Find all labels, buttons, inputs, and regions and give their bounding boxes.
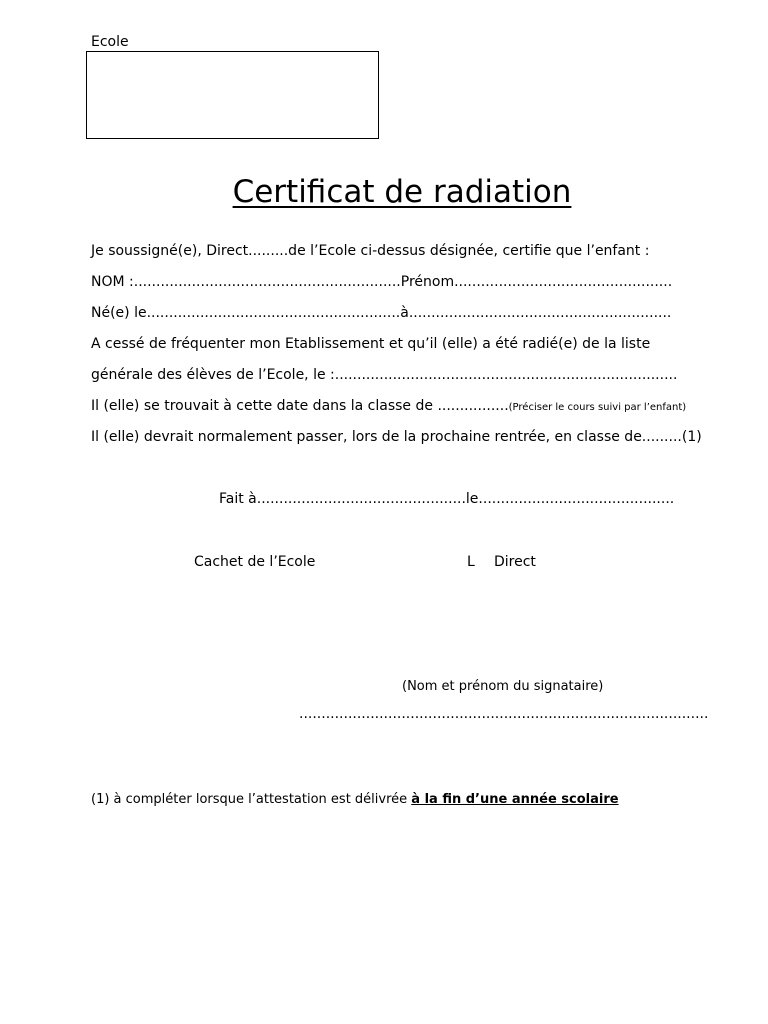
school-box [86,51,379,139]
body-line-class [91,398,686,416]
place-date-line: Fait à...............................................le............................................ [219,491,675,507]
director-label: Direct [494,554,536,570]
director-prefix: L [467,554,475,570]
body-line-4: A cessé de fréquenter mon Etablissement et qu’il (elle) a été radié(e) de la liste [91,336,651,352]
footnote [91,791,619,808]
signatory-line: ............................................................................................ [299,706,709,722]
class-text: Il (elle) se trouvait à cette date dans la classe de ................ [91,398,509,414]
body-line-1: Je soussigné(e), Direct.........de l’Ecole ci-dessus désignée, certifie que l’enfant : [91,243,650,259]
body-line-5: générale des élèves de l’Ecole, le :............................................................................. [91,367,678,383]
signatory-label: (Nom et prénom du signataire) [402,679,604,694]
class-note: (Préciser le cours suivi par l’enfant) [508,402,687,413]
body-line-birth: Né(e) le.........................................................à........................................................... [91,305,672,321]
footnote-emphasis: à la fin d’une année scolaire [411,792,619,807]
school-label: Ecole [91,34,129,50]
document-title: Certificat de radiation [232,174,572,210]
footnote-text: (1) à compléter lorsque l’attestation est délivrée [91,792,412,807]
body-line-name: NOM :............................................................Prénom................................................. [91,274,673,290]
stamp-label: Cachet de l’Ecole [194,554,316,570]
body-line-next-class: Il (elle) devrait normalement passer, lors de la prochaine rentrée, en classe de.........(1) [91,429,702,445]
